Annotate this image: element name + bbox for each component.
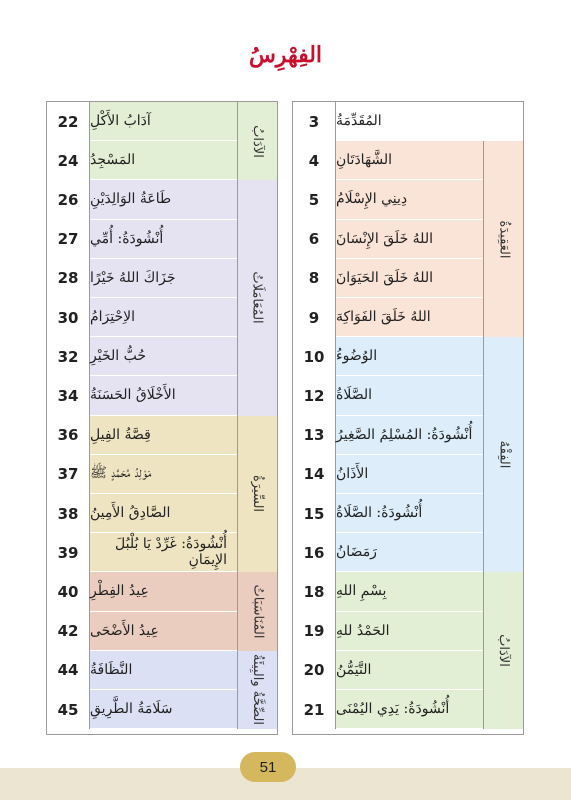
lesson-title: التَّيَمُّنُ — [336, 651, 483, 690]
lesson-title: الاِحْتِرَامُ — [90, 298, 237, 337]
lesson-title: الشَّهَادَتَانِ — [336, 141, 483, 180]
page-number: 14 — [293, 455, 336, 494]
section-label: المُعَامَلَاتُ — [250, 271, 265, 325]
lesson-title: الحَمْدُ للهِ — [336, 612, 483, 651]
page-number: 8 — [293, 259, 336, 298]
lesson-title: عِيدُ الفِطْرِ — [90, 572, 237, 611]
page-number: 10 — [293, 337, 336, 376]
section-fiqh — [483, 337, 523, 572]
page-title: الفِهْرِسُ — [248, 42, 323, 68]
toc-row — [293, 220, 483, 259]
lesson-title: الأَخْلَاقُ الحَسَنَةُ — [90, 376, 237, 415]
toc-row — [293, 141, 483, 180]
section-label: الصِّحَّةُ والبِيئَةُ — [250, 654, 265, 726]
toc-row — [47, 612, 237, 651]
toc-row — [47, 690, 237, 729]
toc-row — [47, 416, 237, 455]
page-number: 15 — [293, 494, 336, 533]
toc-row — [47, 651, 237, 690]
page-number: 19 — [293, 612, 336, 651]
section-munasabat — [237, 572, 277, 650]
toc-row — [293, 494, 483, 533]
lesson-title: جَزَاكَ اللهُ خَيْرًا — [90, 259, 237, 298]
lesson-title: رَمَضَانُ — [336, 533, 483, 572]
toc-row — [293, 690, 483, 729]
lesson-title: بِسْمِ اللهِ — [336, 572, 483, 611]
toc-row — [47, 102, 237, 141]
toc-row — [293, 337, 483, 376]
toc-row — [47, 180, 237, 219]
page-number: 28 — [47, 259, 90, 298]
page-number: 3 — [293, 102, 336, 141]
page-number: 13 — [293, 416, 336, 455]
lesson-title: اللهُ خَلَقَ الحَيَوَانَ — [336, 259, 483, 298]
page-number: 40 — [47, 572, 90, 611]
lesson-title: أُنْشُودَةُ: أُمِّي — [90, 220, 237, 259]
section-label: الفِقْهُ — [495, 440, 511, 469]
toc-row — [293, 180, 483, 219]
page-number: 22 — [47, 102, 90, 141]
page-number-badge: 51 — [240, 752, 296, 782]
lesson-title: الصَّادِقُ الأَمِينُ — [90, 494, 237, 533]
toc-row — [47, 141, 237, 180]
section-sihha — [237, 651, 277, 729]
toc-row — [293, 416, 483, 455]
lesson-title: اللهُ خَلَقَ الفَوَاكِهَ — [336, 298, 483, 337]
page-number: 37 — [47, 455, 90, 494]
toc-row — [293, 651, 483, 690]
lesson-title: المَسْجِدُ — [90, 141, 237, 180]
lesson-title: أُنْشُودَةُ: الصَّلَاةُ — [336, 494, 483, 533]
toc-row — [293, 298, 483, 337]
toc-row — [293, 259, 483, 298]
lesson-title: المُقَدِّمَةُ — [336, 102, 523, 141]
page-number: 42 — [47, 612, 90, 651]
page-number: 34 — [47, 376, 90, 415]
page-number: 21 — [293, 690, 336, 729]
section-seerah — [237, 416, 277, 573]
toc-row — [47, 337, 237, 376]
section-aqeedah — [483, 141, 523, 337]
lesson-title: حُبُّ الخَيْرِ — [90, 337, 237, 376]
toc-row — [47, 259, 237, 298]
page-number: 38 — [47, 494, 90, 533]
page-number: 27 — [47, 220, 90, 259]
page-number: 4 — [293, 141, 336, 180]
lesson-title: الصَّلَاةُ — [336, 376, 483, 415]
lesson-title: أُنْشُودَةُ: المُسْلِمُ الصَّغِيرُ — [336, 416, 483, 455]
lesson-title: النَّظَافَةُ — [90, 651, 237, 690]
lesson-title: الوُضُوءُ — [336, 337, 483, 376]
toc-table-left — [46, 101, 278, 735]
toc-row — [47, 572, 237, 611]
toc-row — [47, 220, 237, 259]
toc-row — [293, 612, 483, 651]
section-adab — [237, 102, 277, 180]
section-label: الآدَابُ — [249, 124, 265, 158]
page-number: 5 — [293, 180, 336, 219]
toc-row — [293, 572, 483, 611]
page-number: 18 — [293, 572, 336, 611]
page-number: 30 — [47, 298, 90, 337]
toc-row — [47, 376, 237, 415]
section-label: السِّيرَةُ — [249, 475, 265, 513]
page-number: 20 — [293, 651, 336, 690]
lesson-title: أُنْشُودَةُ: غَرِّدْ يَا بُلْبُلَ الإِيمَانِ — [90, 533, 237, 572]
page-number: 39 — [47, 533, 90, 572]
page-number: 36 — [47, 416, 90, 455]
lesson-title: آدَابُ الأَكْلِ — [90, 102, 237, 141]
page-number: 24 — [47, 141, 90, 180]
page-number: 26 — [47, 180, 90, 219]
section-label: الآدَابُ — [495, 634, 511, 668]
lesson-title: سَلَامَةُ الطَّرِيقِ — [90, 690, 237, 729]
toc-row — [47, 533, 237, 572]
page-number: 44 — [47, 651, 90, 690]
section-label: العَقِيدَةُ — [495, 220, 511, 259]
lesson-title: طَاعَةُ الوَالِدَيْنِ — [90, 180, 237, 219]
page-number: 32 — [47, 337, 90, 376]
lesson-title: دِينِي الإِسْلَامُ — [336, 180, 483, 219]
page-number: 16 — [293, 533, 336, 572]
toc-row — [293, 455, 483, 494]
lesson-title: قِصَّةُ الفِيلِ — [90, 416, 237, 455]
section-adab — [483, 572, 523, 729]
section-label: المُنَاسَبَاتُ — [250, 584, 265, 639]
lesson-title: عِيدُ الأَضْحَى — [90, 612, 237, 651]
page-number: 6 — [293, 220, 336, 259]
page-number: 9 — [293, 298, 336, 337]
toc-row — [47, 494, 237, 533]
section-muamalat — [237, 180, 277, 415]
toc-row — [47, 455, 237, 494]
toc-table-right — [292, 101, 524, 735]
lesson-title: اللهُ خَلَقَ الإِنْسَانَ — [336, 220, 483, 259]
toc-row-intro — [293, 102, 523, 141]
page-number: 12 — [293, 376, 336, 415]
page-number: 45 — [47, 690, 90, 729]
lesson-title: أُنْشُودَةُ: يَدِي اليُمْنَى — [336, 690, 483, 729]
lesson-title: الأَذَانُ — [336, 455, 483, 494]
lesson-title: مَوْلِدُ مُحَمَّدٍ ﷺ — [90, 455, 237, 494]
toc-row — [47, 298, 237, 337]
toc-row — [293, 376, 483, 415]
toc-row — [293, 533, 483, 572]
